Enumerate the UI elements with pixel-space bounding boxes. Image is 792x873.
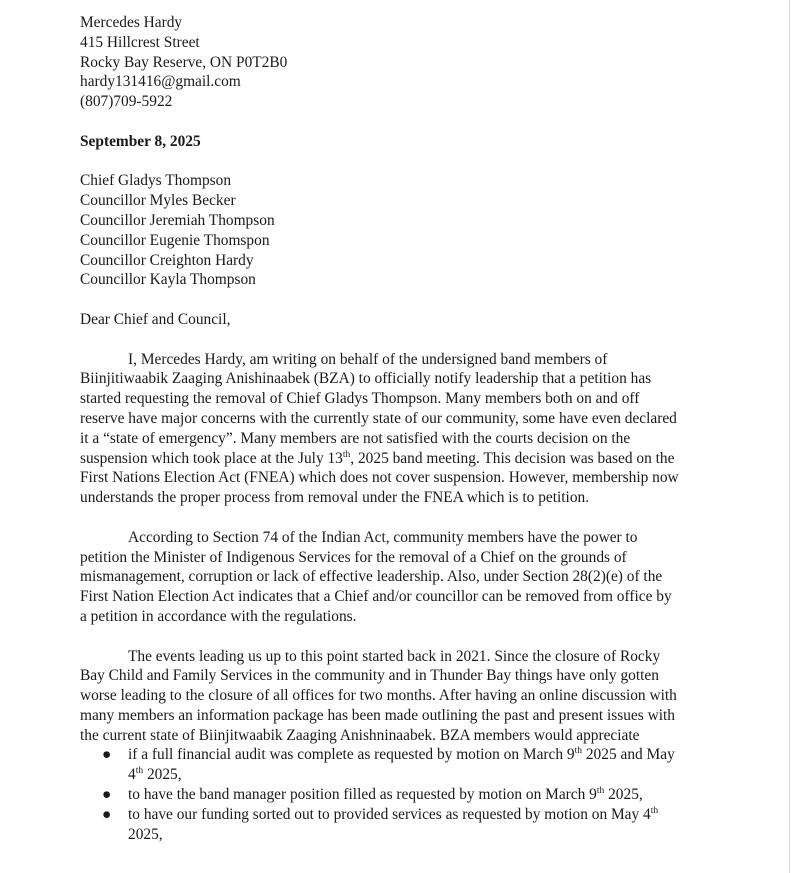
recipient-line: Councillor Creighton Hardy: [80, 251, 254, 269]
recipient-line: Councillor Kayla Thompson: [80, 271, 256, 289]
recipient-line: Councillor Eugenie Thomspon: [80, 231, 270, 249]
paragraph-line: reserve have major concerns with the currently state of our community, some have even declared: [80, 409, 677, 427]
paragraph-line: I, Mercedes Hardy, am writing on behalf of the undersigned band members of: [128, 350, 608, 368]
request-list: [80, 745, 710, 844]
sender-block: [80, 13, 710, 112]
paragraph-line: petition the Minister of Indigenous Services for the removal of a Chief on the grounds of: [80, 548, 627, 566]
list-item: ● to have our funding sorted out to provided services as requested by motion on May 4th 2025,: [102, 805, 659, 843]
paragraph-line: The events leading us up to this point started back in 2021. Since the closure of Rocky: [128, 647, 661, 665]
sender-email: hardy131416@gmail.com: [80, 73, 241, 91]
paragraph-line: a petition in accordance with the regulations.: [80, 607, 357, 625]
paragraph-line: it a “state of emergency”. Many members are not satisfied with the courts decision on the: [80, 429, 631, 447]
letter-date: September 8, 2025: [80, 132, 201, 150]
paragraph-line: According to Section 74 of the Indian Act, community members have the power to: [128, 528, 638, 546]
letter-body: [80, 13, 710, 844]
paragraph-line: worse leading to the closure of all offices for two months. After having an online discussion with: [80, 687, 677, 705]
recipient-block: [80, 171, 710, 290]
list-item: ● to have the band manager position filled as requested by motion on March 9th 2025,: [102, 786, 643, 804]
bullet-icon: ●: [102, 786, 112, 804]
paragraph-line: Bay Child and Family Services in the community and in Thunder Bay things have only gotten: [80, 667, 659, 685]
paragraph-line: Biinjitiwaabik Zaaging Anishinaabek (BZA) to officially notify leadership that a petition has: [80, 370, 652, 388]
recipient-line: Councillor Jeremiah Thompson: [80, 211, 275, 229]
list-item: ● if a full financial audit was complete as requested by motion on March 9th 2025 and May 4th 2025,: [102, 746, 675, 784]
sender-name: Mercedes Hardy: [80, 14, 183, 31]
paragraph-line: many members an information package has been made outlining the past and present issues with: [80, 706, 675, 724]
paragraph-petition-notice: [80, 350, 710, 508]
bullet-icon: ●: [102, 746, 112, 764]
page-edge-rule: [789, 0, 790, 873]
paragraph-line: started requesting the removal of Chief Gladys Thompson. Many members both on and off: [80, 390, 640, 408]
recipient-line: Councillor Myles Becker: [80, 192, 236, 210]
paragraph-indian-act: [80, 528, 710, 627]
paragraph-line: understands the proper process from removal under the FNEA which is to petition.: [80, 489, 590, 507]
sender-city: Rocky Bay Reserve, ON P0T2B0: [80, 53, 288, 71]
salutation: Dear Chief and Council,: [80, 310, 231, 328]
sender-phone: (807)709-5922: [80, 93, 173, 111]
paragraph-events: [80, 647, 710, 746]
recipient-line: Chief Gladys Thompson: [80, 172, 232, 190]
paragraph-line: First Nation Election Act indicates that a Chief and/or councillor can be removed from office by: [80, 588, 672, 606]
sender-street: 415 Hillcrest Street: [80, 33, 200, 51]
paragraph-line: suspension which took place at the July 13th, 2025 band meeting. This decision was based on the: [80, 449, 675, 467]
paragraph-line: First Nations Election Act (FNEA) which does not cover suspension. However, membership now: [80, 469, 679, 487]
paragraph-line: the current state of Biinjitwaabik Zaaging Anishninaabek. BZA members would appreciate: [80, 726, 640, 744]
paragraph-line: mismanagement, corruption or lack of effective leadership. Also, under Section 28(2)(e) of the: [80, 568, 663, 586]
bullet-icon: ●: [102, 805, 112, 823]
